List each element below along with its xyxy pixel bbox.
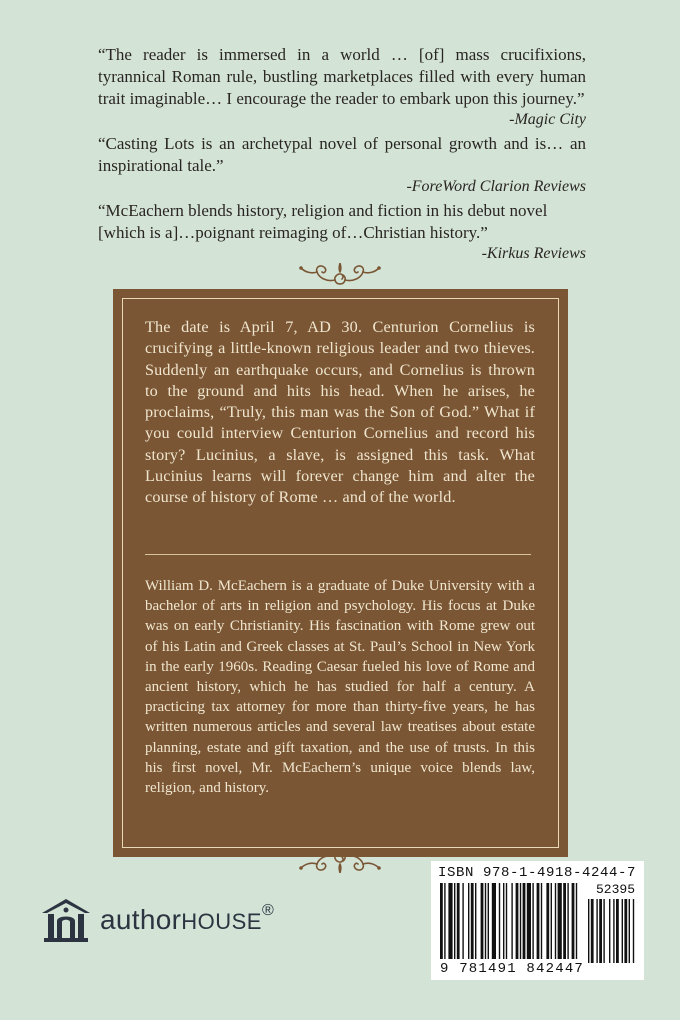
barcode-bar xyxy=(576,883,577,959)
review-source-2: -ForeWord Clarion Reviews xyxy=(406,178,586,195)
book-synopsis: The date is April 7, AD 30. Centurion Cornelius is crucifying a little-known religious leader and two thieves. Suddenly an earthquake occurs, and Cornelius is thrown to the ground and hits his head. When he arises, he proclaims, “Truly, this man was the Son of God.” What if you could interview Centurion Cornelius and record his story? Lucinius, a slave, is assigned this task. What Lucinius learns will forever change him and alter the course of history of Rome … and of the world. xyxy=(145,318,535,507)
ean-digits: 9 781491 842447 xyxy=(440,961,585,977)
barcode-bar xyxy=(558,883,562,959)
review-quote-3: “McEachern blends history, religion and fiction in his debut novel [which is a]…poignant reimaging of…Christian history.” xyxy=(98,201,548,242)
publisher-name xyxy=(100,904,274,936)
barcode-addon-bar xyxy=(603,899,604,963)
barcode-addon-bar xyxy=(613,899,614,963)
review-source-1: -Magic City xyxy=(509,111,586,128)
review-source-3: -Kirkus Reviews xyxy=(481,245,586,262)
barcode-addon-bar xyxy=(591,899,594,963)
barcode-bars xyxy=(438,883,638,963)
barcode-bar xyxy=(516,883,519,959)
section-divider xyxy=(145,554,531,555)
publisher-name-suffix: HOUSE xyxy=(181,909,262,934)
barcode-bar xyxy=(440,883,443,959)
top-ornament xyxy=(0,260,680,288)
barcode-bar xyxy=(468,883,469,959)
barcode-addon-bar xyxy=(624,899,627,963)
publisher-name-prefix: author xyxy=(100,904,182,935)
barcode-bar xyxy=(541,883,542,959)
price-code: 52395 xyxy=(595,882,635,897)
flourish-icon xyxy=(295,260,385,288)
barcode-bar xyxy=(527,883,531,959)
barcode-bar xyxy=(546,883,549,959)
barcode-bar xyxy=(499,883,500,959)
barcode-bar xyxy=(511,883,512,959)
barcode-bar xyxy=(523,883,526,959)
flourish-icon xyxy=(295,848,385,876)
barcode-bar xyxy=(471,883,474,959)
barcode-bar xyxy=(532,883,533,959)
barcode-bar xyxy=(555,883,556,959)
barcode-bar xyxy=(488,883,489,959)
barcode-addon-bar xyxy=(599,899,602,963)
barcode-addon-bar xyxy=(633,899,634,963)
barcode-bar xyxy=(485,883,486,959)
barcode-addon-bar xyxy=(596,899,597,963)
barcode-bar xyxy=(457,883,460,959)
barcode-bar xyxy=(567,883,568,959)
barcode-bar xyxy=(572,883,575,959)
review-quote-1: “The reader is immersed in a world … [of] mass crucifixions, tyrannical Roman rule, bustling marketplaces filled with every human trait imaginable… I encourage the reader to embark upon this journey.” xyxy=(98,45,586,108)
barcode-bar xyxy=(520,883,521,959)
barcode-bar xyxy=(462,883,463,959)
barcode-bar xyxy=(503,883,504,959)
review-quote-2: “Casting Lots is an archetypal novel of personal growth and is… an inspirational tale.” xyxy=(98,134,586,175)
publisher-logo xyxy=(40,897,274,943)
barcode-bar xyxy=(454,883,455,959)
barcode-addon-bar xyxy=(629,899,630,963)
barcode-addon-bar xyxy=(588,899,589,963)
barcode-bar xyxy=(563,883,566,959)
barcode-bar xyxy=(481,883,484,959)
description-panel xyxy=(113,289,568,857)
barcode-bar xyxy=(475,883,476,959)
review-quotes xyxy=(98,44,586,267)
barcode-addon-bar xyxy=(622,899,623,963)
barcode-addon-bar xyxy=(616,899,619,963)
barcode-bar xyxy=(551,883,552,959)
barcode-addon-bar xyxy=(609,899,610,963)
isbn-number: ISBN 978-1-4918-4244-7 xyxy=(438,865,637,881)
barcode-bar xyxy=(448,883,452,959)
registered-mark: ® xyxy=(261,902,275,919)
barcode-bar xyxy=(506,883,507,959)
barcode-bar xyxy=(444,883,445,959)
isbn-barcode xyxy=(431,861,644,980)
barcode-bar xyxy=(537,883,540,959)
author-bio: William D. McEachern is a graduate of Duke University with a bachelor of arts in religion and psychology. His focus at Duke was on early Christianity. His fascination with Rome grew out of his Latin and Greek classes at St. Paul’s School in New York in the early 1960s. Reading Caesar fueled his love of Rome and ancient history, which he has studied for half a century. A practicing tax attorney for more than thirty-five years, he has written numerous articles and several law treatises about estate planning, estate and gift taxation, and the use of trusts. In this his first novel, Mr. McEachern’s unique voice blends law, religion, and history. xyxy=(145,578,535,797)
barcode-bar xyxy=(492,883,496,959)
authorhouse-logo-icon xyxy=(40,897,92,943)
